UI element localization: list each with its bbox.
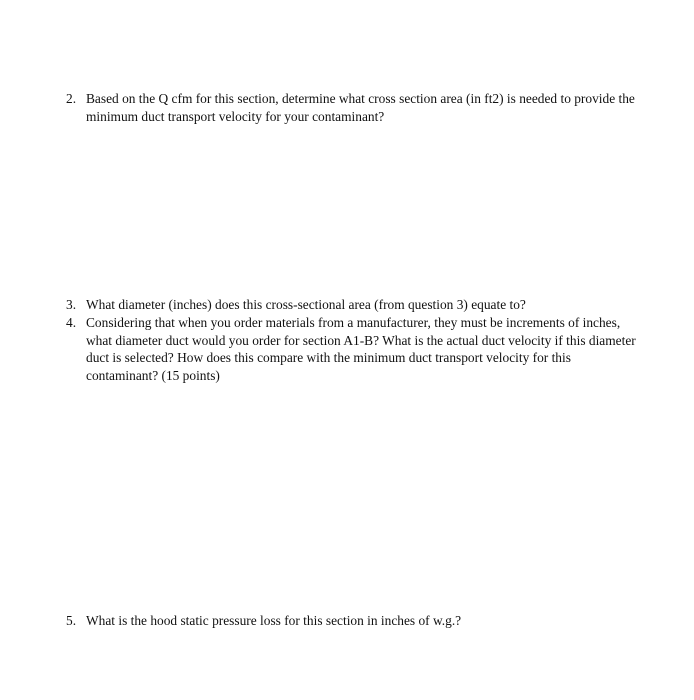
question-text: What diameter (inches) does this cross-sectional area (from question 3) equate to? (86, 297, 526, 312)
question-5 (66, 612, 636, 630)
question-number: 5. (66, 613, 77, 628)
question-number: 3. (66, 297, 77, 312)
question-number: 4. (66, 315, 77, 330)
question-text: Considering that when you order materials from a manufacturer, they must be increments of inches, what diameter duct would you order for section A1-B? What is the actual duct velocity if this diameter duct is selected? How does this compare with the minimum duct transport velocity for this contaminant? (15 points) (86, 315, 636, 383)
question-3 (66, 296, 636, 314)
question-4 (66, 314, 636, 384)
question-text: What is the hood static pressure loss for this section in inches of w.g.? (86, 613, 462, 628)
question-2 (66, 90, 636, 125)
question-number: 2. (66, 91, 77, 106)
question-text: Based on the Q cfm for this section, determine what cross section area (in ft2) is needed to provide the minimum duct transport velocity for your contaminant? (86, 91, 635, 124)
